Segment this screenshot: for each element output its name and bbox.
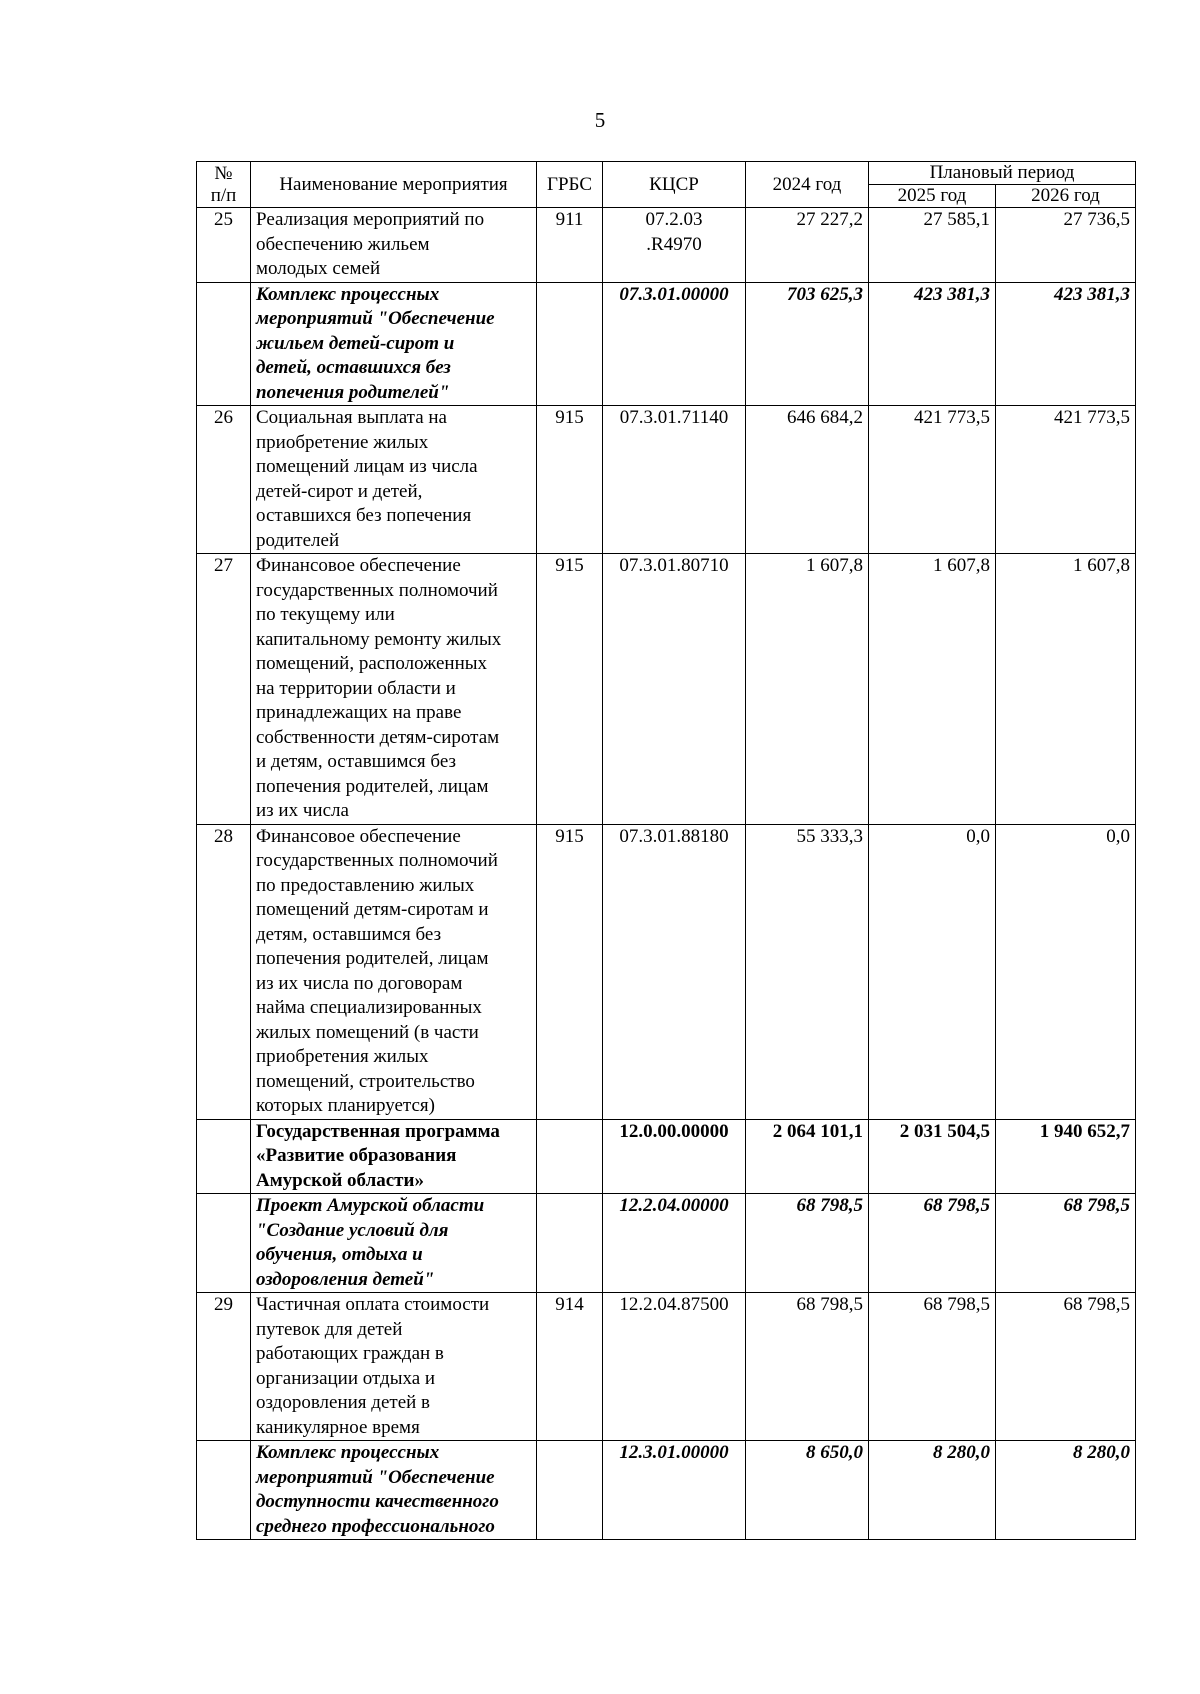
row-name: Частичная оплата стоимости путевок для детей работающих граждан в организации отдыха и оздоровления детей в каникулярное время — [251, 1293, 537, 1441]
row-kcsr: 12.2.04.00000 — [603, 1194, 746, 1293]
row-amount-2026: 27 736,5 — [996, 208, 1136, 283]
row-number: 29 — [197, 1293, 251, 1441]
row-number: 26 — [197, 406, 251, 554]
row-grbs: 915 — [537, 824, 603, 1119]
row-name: Государственная программа «Развитие образования Амурской области» — [251, 1119, 537, 1194]
table-row — [197, 208, 1136, 283]
row-amount-2024: 55 333,3 — [746, 824, 869, 1119]
row-number: 25 — [197, 208, 251, 283]
row-name: Финансовое обеспечение государственных полномочий по текущему или капитальному ремонту жилых помещений, расположенных на территории области и принадлежащих на праве собственности детям-сиротам и детям, оставшимся без попечения родителей, лицам из их числа — [251, 554, 537, 825]
row-kcsr: 12.2.04.87500 — [603, 1293, 746, 1441]
header-2026: 2026 год — [996, 185, 1136, 208]
row-grbs — [537, 1441, 603, 1540]
row-amount-2024: 2 064 101,1 — [746, 1119, 869, 1194]
row-amount-2026: 68 798,5 — [996, 1293, 1136, 1441]
header-2025: 2025 год — [869, 185, 996, 208]
table-row — [197, 1119, 1136, 1194]
row-name: Финансовое обеспечение государственных полномочий по предоставлению жилых помещений детям-сиротам и детям, оставшимся без попечения родителей, лицам из их числа по договорам найма специализированных жилых помещений (в части приобретения жилых помещений, строительство которых планируется) — [251, 824, 537, 1119]
row-name: Проект Амурской области "Создание условий для обучения, отдыха и оздоровления детей" — [251, 1194, 537, 1293]
row-number — [197, 1441, 251, 1540]
table-row — [197, 406, 1136, 554]
row-name: Комплекс процессных мероприятий "Обеспечение жильем детей-сирот и детей, оставшихся без попечения родителей" — [251, 282, 537, 406]
row-amount-2026: 8 280,0 — [996, 1441, 1136, 1540]
table-row — [197, 1194, 1136, 1293]
row-amount-2025: 68 798,5 — [869, 1293, 996, 1441]
row-amount-2025: 421 773,5 — [869, 406, 996, 554]
row-amount-2026: 423 381,3 — [996, 282, 1136, 406]
row-amount-2025: 68 798,5 — [869, 1194, 996, 1293]
table-row — [197, 1293, 1136, 1441]
row-amount-2024: 703 625,3 — [746, 282, 869, 406]
row-number: 27 — [197, 554, 251, 825]
row-amount-2026: 68 798,5 — [996, 1194, 1136, 1293]
row-grbs — [537, 1119, 603, 1194]
row-amount-2024: 1 607,8 — [746, 554, 869, 825]
row-amount-2026: 1 607,8 — [996, 554, 1136, 825]
row-grbs — [537, 282, 603, 406]
row-number — [197, 282, 251, 406]
row-kcsr: 07.3.01.00000 — [603, 282, 746, 406]
row-amount-2024: 27 227,2 — [746, 208, 869, 283]
row-amount-2025: 0,0 — [869, 824, 996, 1119]
row-number — [197, 1194, 251, 1293]
page-number: 5 — [594, 108, 606, 132]
row-amount-2025: 1 607,8 — [869, 554, 996, 825]
table-row — [197, 282, 1136, 406]
row-number — [197, 1119, 251, 1194]
header-num: № п/п — [197, 162, 251, 208]
row-kcsr: 07.3.01.88180 — [603, 824, 746, 1119]
row-amount-2024: 8 650,0 — [746, 1441, 869, 1540]
row-kcsr: 07.3.01.80710 — [603, 554, 746, 825]
row-kcsr: 07.3.01.71140 — [603, 406, 746, 554]
row-amount-2025: 8 280,0 — [869, 1441, 996, 1540]
header-2024: 2024 год — [746, 162, 869, 208]
row-name: Комплекс процессных мероприятий "Обеспечение доступности качественного среднего профессионального — [251, 1441, 537, 1540]
row-amount-2026: 421 773,5 — [996, 406, 1136, 554]
row-name: Реализация мероприятий по обеспечению жильем молодых семей — [251, 208, 537, 283]
header-kcsr: КЦСР — [603, 162, 746, 208]
header-grbs: ГРБС — [537, 162, 603, 208]
row-grbs: 915 — [537, 406, 603, 554]
row-grbs: 914 — [537, 1293, 603, 1441]
header-planned-period: Плановый период — [869, 162, 1136, 185]
row-amount-2026: 1 940 652,7 — [996, 1119, 1136, 1194]
row-grbs: 911 — [537, 208, 603, 283]
row-grbs — [537, 1194, 603, 1293]
header-name: Наименование мероприятия — [251, 162, 537, 208]
row-amount-2025: 27 585,1 — [869, 208, 996, 283]
row-kcsr: 12.0.00.00000 — [603, 1119, 746, 1194]
row-number: 28 — [197, 824, 251, 1119]
budget-table — [196, 161, 1136, 1540]
row-name: Социальная выплата на приобретение жилых помещений лицам из числа детей-сирот и детей, оставшихся без попечения родителей — [251, 406, 537, 554]
table-row — [197, 554, 1136, 825]
row-amount-2024: 68 798,5 — [746, 1293, 869, 1441]
row-kcsr: 07.2.03 .R4970 — [603, 208, 746, 283]
row-grbs: 915 — [537, 554, 603, 825]
row-kcsr: 12.3.01.00000 — [603, 1441, 746, 1540]
table-row — [197, 824, 1136, 1119]
table-row — [197, 1441, 1136, 1540]
row-amount-2024: 646 684,2 — [746, 406, 869, 554]
row-amount-2026: 0,0 — [996, 824, 1136, 1119]
row-amount-2025: 2 031 504,5 — [869, 1119, 996, 1194]
row-amount-2025: 423 381,3 — [869, 282, 996, 406]
row-amount-2024: 68 798,5 — [746, 1194, 869, 1293]
